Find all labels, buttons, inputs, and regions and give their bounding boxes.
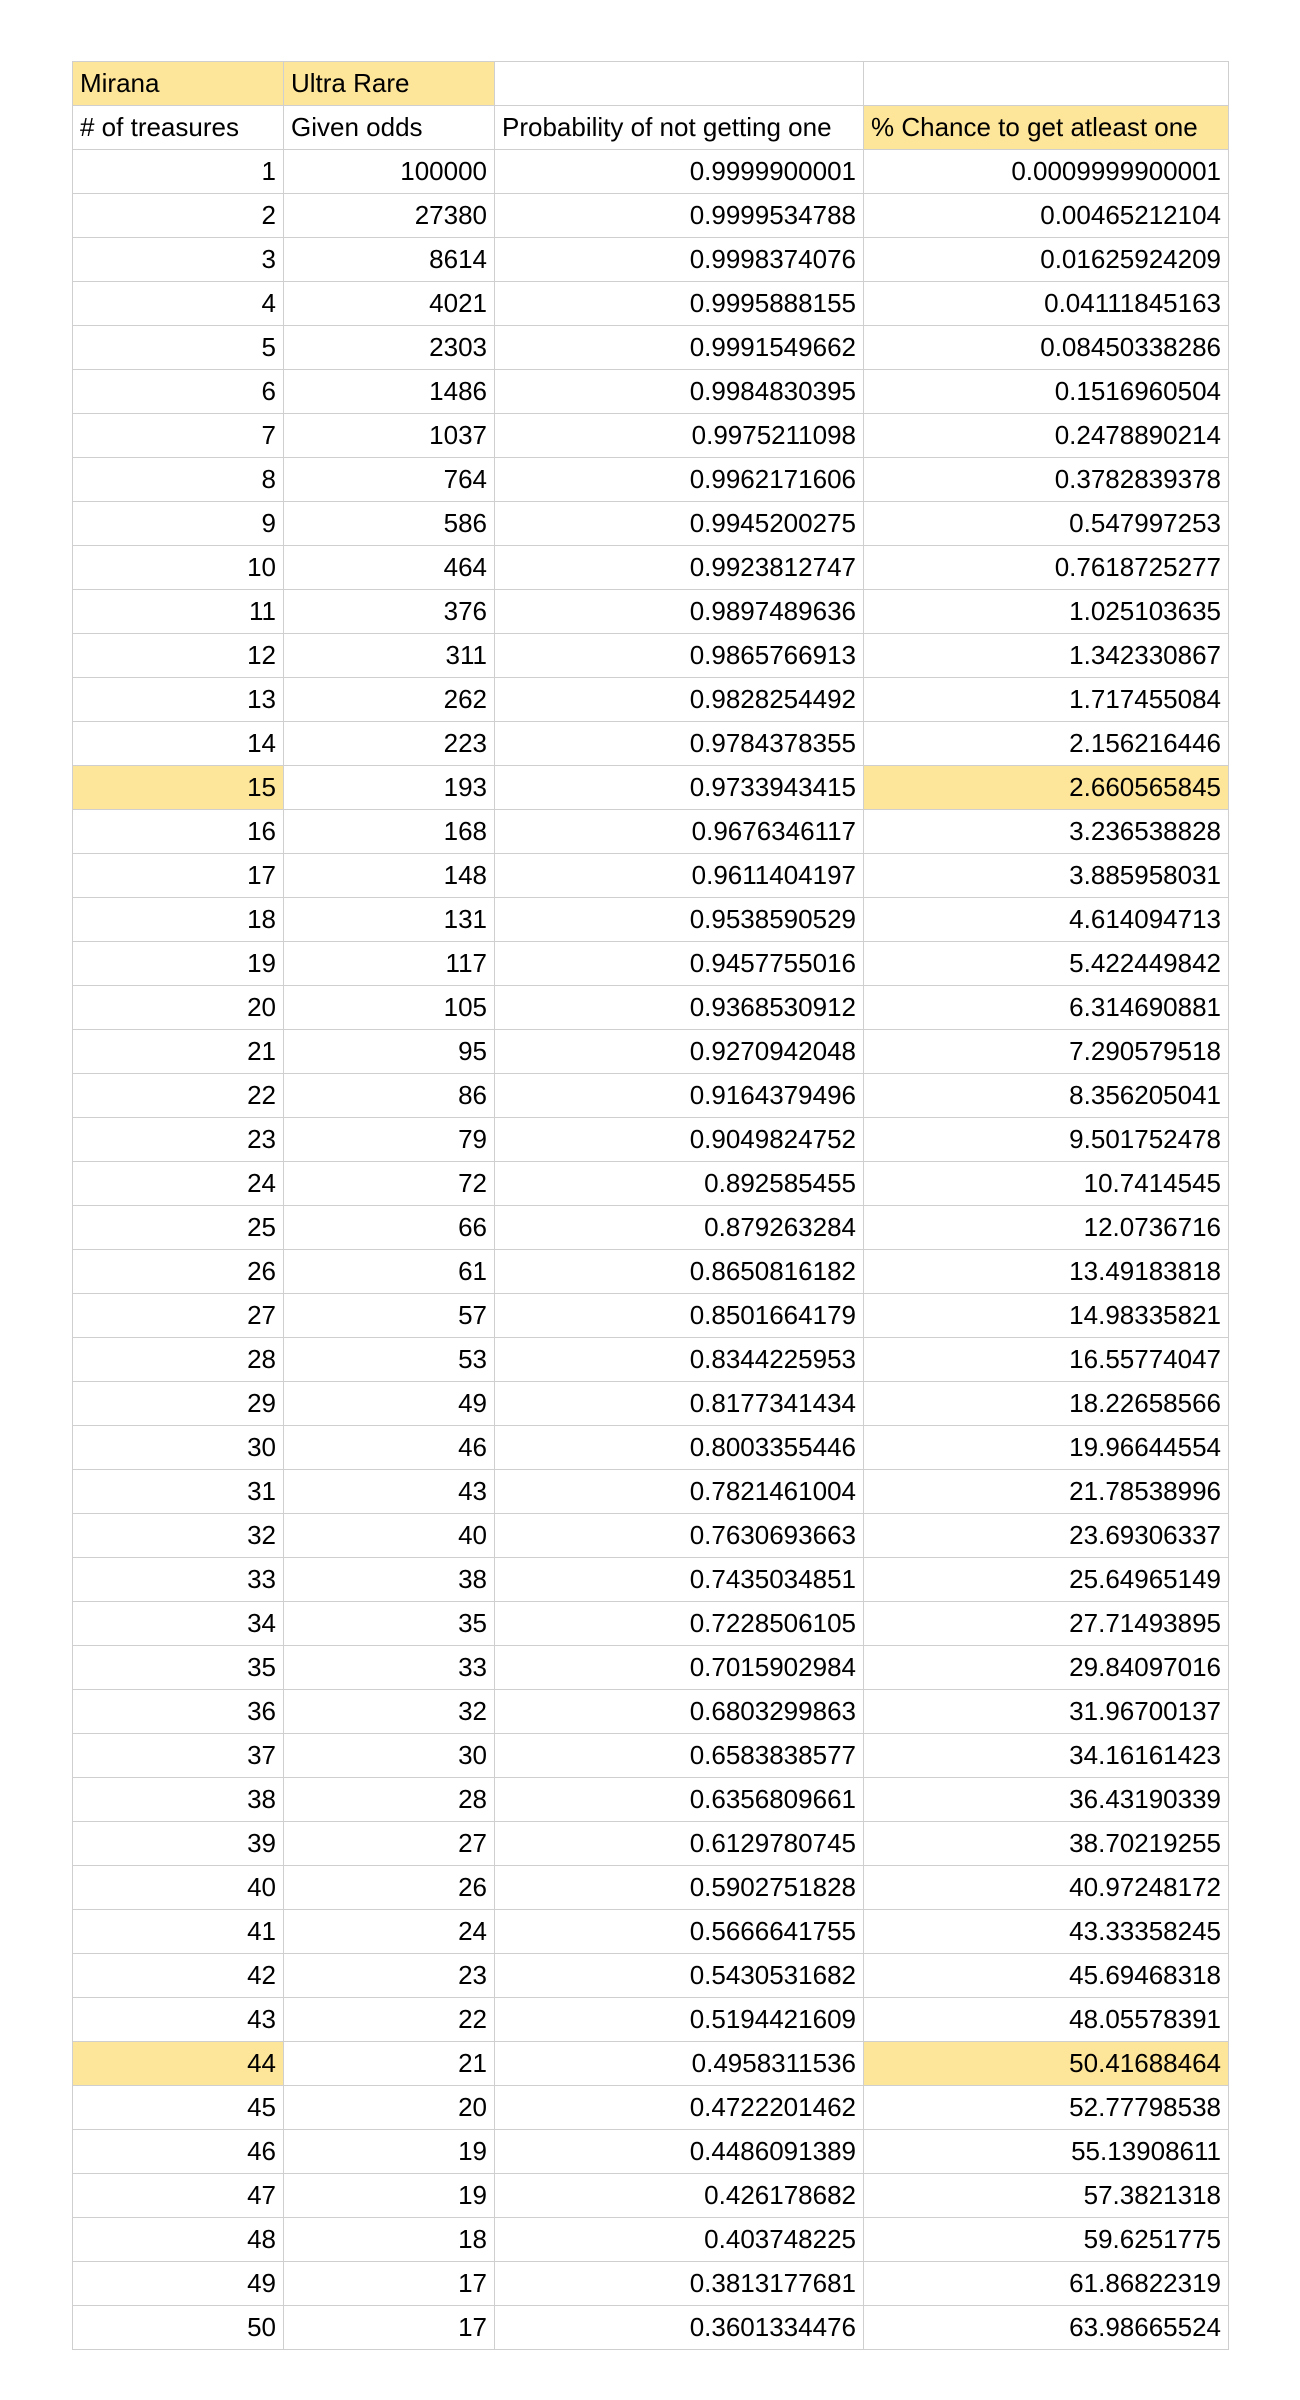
probability-not-cell[interactable]: 0.7821461004 [495, 1470, 864, 1514]
treasures-cell[interactable]: 36 [73, 1690, 284, 1734]
given-odds-cell[interactable]: 20 [284, 2086, 495, 2130]
table-row [73, 1910, 1229, 1954]
column-header-row [73, 106, 1229, 150]
given-odds-cell[interactable]: 223 [284, 722, 495, 766]
probability-not-cell[interactable]: 0.9991549662 [495, 326, 864, 370]
chance-cell[interactable]: 55.13908611 [864, 2130, 1229, 2174]
probability-not-cell[interactable]: 0.8501664179 [495, 1294, 864, 1338]
probability-not-cell[interactable]: 0.7228506105 [495, 1602, 864, 1646]
chance-cell[interactable]: 34.16161423 [864, 1734, 1229, 1778]
probability-not-cell[interactable]: 0.6583838577 [495, 1734, 864, 1778]
chance-cell[interactable]: 3.885958031 [864, 854, 1229, 898]
chance-cell[interactable]: 36.43190339 [864, 1778, 1229, 1822]
col-header-given-odds[interactable]: Given odds [284, 106, 495, 150]
probability-not-cell[interactable]: 0.6356809661 [495, 1778, 864, 1822]
table-row [73, 1734, 1229, 1778]
chance-cell[interactable]: 10.7414545 [864, 1162, 1229, 1206]
table-row [73, 634, 1229, 678]
table-row [73, 1074, 1229, 1118]
probability-not-cell[interactable]: 0.9049824752 [495, 1118, 864, 1162]
given-odds-cell[interactable]: 586 [284, 502, 495, 546]
chance-cell[interactable]: 40.97248172 [864, 1866, 1229, 1910]
treasures-cell[interactable]: 10 [73, 546, 284, 590]
chance-cell[interactable]: 0.1516960504 [864, 370, 1229, 414]
given-odds-cell[interactable]: 43 [284, 1470, 495, 1514]
chance-cell[interactable]: 50.41688464 [864, 2042, 1229, 2086]
given-odds-cell[interactable]: 131 [284, 898, 495, 942]
chance-cell[interactable]: 2.660565845 [864, 766, 1229, 810]
given-odds-cell[interactable]: 46 [284, 1426, 495, 1470]
given-odds-cell[interactable]: 35 [284, 1602, 495, 1646]
chance-cell[interactable]: 0.0009999900001 [864, 150, 1229, 194]
table-row [73, 1822, 1229, 1866]
table-row [73, 1118, 1229, 1162]
chance-cell[interactable]: 61.86822319 [864, 2262, 1229, 2306]
chance-cell[interactable]: 9.501752478 [864, 1118, 1229, 1162]
table-row [73, 1250, 1229, 1294]
chance-cell[interactable]: 1.717455084 [864, 678, 1229, 722]
given-odds-cell[interactable]: 100000 [284, 150, 495, 194]
chance-cell[interactable]: 0.04111845163 [864, 282, 1229, 326]
given-odds-cell[interactable]: 464 [284, 546, 495, 590]
table-row [73, 370, 1229, 414]
given-odds-cell[interactable]: 33 [284, 1646, 495, 1690]
chance-cell[interactable]: 27.71493895 [864, 1602, 1229, 1646]
probability-not-cell[interactable]: 0.9923812747 [495, 546, 864, 590]
probability-not-cell[interactable]: 0.9538590529 [495, 898, 864, 942]
treasures-cell[interactable]: 40 [73, 1866, 284, 1910]
given-odds-cell[interactable]: 40 [284, 1514, 495, 1558]
chance-cell[interactable]: 3.236538828 [864, 810, 1229, 854]
col-header-chance-at-least-one[interactable]: % Chance to get atleast one [864, 106, 1229, 150]
given-odds-cell[interactable]: 148 [284, 854, 495, 898]
probability-not-cell[interactable]: 0.5666641755 [495, 1910, 864, 1954]
treasures-cell[interactable]: 3 [73, 238, 284, 282]
given-odds-cell[interactable]: 66 [284, 1206, 495, 1250]
table-row [73, 282, 1229, 326]
table-row [73, 326, 1229, 370]
treasures-cell[interactable]: 16 [73, 810, 284, 854]
table-row [73, 414, 1229, 458]
treasures-cell[interactable]: 41 [73, 1910, 284, 1954]
probability-not-cell[interactable]: 0.9897489636 [495, 590, 864, 634]
treasures-cell[interactable]: 35 [73, 1646, 284, 1690]
table-row [73, 1206, 1229, 1250]
given-odds-cell[interactable]: 27380 [284, 194, 495, 238]
given-odds-cell[interactable]: 30 [284, 1734, 495, 1778]
treasures-cell[interactable]: 32 [73, 1514, 284, 1558]
table-row [73, 2262, 1229, 2306]
treasures-cell[interactable]: 7 [73, 414, 284, 458]
given-odds-cell[interactable]: 86 [284, 1074, 495, 1118]
chance-cell[interactable]: 52.77798538 [864, 2086, 1229, 2130]
treasures-cell[interactable]: 22 [73, 1074, 284, 1118]
chance-cell[interactable]: 1.025103635 [864, 590, 1229, 634]
chance-cell[interactable]: 25.64965149 [864, 1558, 1229, 1602]
table-row [73, 1954, 1229, 1998]
treasures-cell[interactable]: 31 [73, 1470, 284, 1514]
probability-not-cell[interactable]: 0.3601334476 [495, 2306, 864, 2350]
given-odds-cell[interactable]: 168 [284, 810, 495, 854]
probability-not-cell[interactable]: 0.7015902984 [495, 1646, 864, 1690]
treasures-cell[interactable]: 28 [73, 1338, 284, 1382]
probability-not-cell[interactable]: 0.9676346117 [495, 810, 864, 854]
table-row [73, 766, 1229, 810]
probability-not-cell[interactable]: 0.4722201462 [495, 2086, 864, 2130]
probability-not-cell[interactable]: 0.9998374076 [495, 238, 864, 282]
treasures-cell[interactable]: 8 [73, 458, 284, 502]
given-odds-cell[interactable]: 1486 [284, 370, 495, 414]
chance-cell[interactable]: 29.84097016 [864, 1646, 1229, 1690]
title-row [73, 62, 1229, 106]
treasures-cell[interactable]: 38 [73, 1778, 284, 1822]
table-row [73, 546, 1229, 590]
treasures-cell[interactable]: 29 [73, 1382, 284, 1426]
given-odds-cell[interactable]: 1037 [284, 414, 495, 458]
probability-not-cell[interactable]: 0.4958311536 [495, 2042, 864, 2086]
treasures-cell[interactable]: 21 [73, 1030, 284, 1074]
treasures-cell[interactable]: 48 [73, 2218, 284, 2262]
given-odds-cell[interactable]: 17 [284, 2262, 495, 2306]
probability-not-cell[interactable]: 0.4486091389 [495, 2130, 864, 2174]
probability-not-cell[interactable]: 0.5194421609 [495, 1998, 864, 2042]
treasures-cell[interactable]: 23 [73, 1118, 284, 1162]
table-row [73, 590, 1229, 634]
probability-not-cell[interactable]: 0.9995888155 [495, 282, 864, 326]
treasures-cell[interactable]: 6 [73, 370, 284, 414]
chance-cell[interactable]: 2.156216446 [864, 722, 1229, 766]
sheet-body [73, 62, 1229, 2350]
table-row [73, 1998, 1229, 2042]
given-odds-cell[interactable]: 38 [284, 1558, 495, 1602]
col-header-treasures[interactable]: # of treasures [73, 106, 284, 150]
given-odds-cell[interactable]: 53 [284, 1338, 495, 1382]
treasures-cell[interactable]: 19 [73, 942, 284, 986]
probability-not-cell[interactable]: 0.5902751828 [495, 1866, 864, 1910]
table-row [73, 194, 1229, 238]
table-row [73, 2130, 1229, 2174]
chance-cell[interactable]: 0.08450338286 [864, 326, 1229, 370]
given-odds-cell[interactable]: 764 [284, 458, 495, 502]
treasures-cell[interactable]: 1 [73, 150, 284, 194]
table-row [73, 1866, 1229, 1910]
chance-cell[interactable]: 38.70219255 [864, 1822, 1229, 1866]
table-row [73, 1602, 1229, 1646]
rarity-cell[interactable]: Ultra Rare [284, 62, 495, 106]
table-row [73, 942, 1229, 986]
chance-cell[interactable]: 4.614094713 [864, 898, 1229, 942]
treasures-cell[interactable]: 49 [73, 2262, 284, 2306]
given-odds-cell[interactable]: 193 [284, 766, 495, 810]
chance-cell[interactable]: 0.3782839378 [864, 458, 1229, 502]
probability-not-cell[interactable]: 0.9270942048 [495, 1030, 864, 1074]
empty-cell[interactable] [495, 62, 864, 106]
probability-not-cell[interactable]: 0.9611404197 [495, 854, 864, 898]
probability-not-cell[interactable]: 0.9984830395 [495, 370, 864, 414]
chance-cell[interactable]: 13.49183818 [864, 1250, 1229, 1294]
probability-not-cell[interactable]: 0.892585455 [495, 1162, 864, 1206]
probability-not-cell[interactable]: 0.8650816182 [495, 1250, 864, 1294]
chance-cell[interactable]: 43.33358245 [864, 1910, 1229, 1954]
chance-cell[interactable]: 45.69468318 [864, 1954, 1229, 1998]
given-odds-cell[interactable]: 72 [284, 1162, 495, 1206]
probability-not-cell[interactable]: 0.9865766913 [495, 634, 864, 678]
table-row [73, 1162, 1229, 1206]
table-row [73, 854, 1229, 898]
treasures-cell[interactable]: 18 [73, 898, 284, 942]
table-row [73, 2218, 1229, 2262]
probability-not-cell[interactable]: 0.9368530912 [495, 986, 864, 1030]
treasures-cell[interactable]: 34 [73, 1602, 284, 1646]
given-odds-cell[interactable]: 4021 [284, 282, 495, 326]
probability-not-cell[interactable]: 0.3813177681 [495, 2262, 864, 2306]
treasures-cell[interactable]: 47 [73, 2174, 284, 2218]
chance-cell[interactable]: 18.22658566 [864, 1382, 1229, 1426]
chance-cell[interactable]: 6.314690881 [864, 986, 1229, 1030]
table-row [73, 1470, 1229, 1514]
probability-not-cell[interactable]: 0.7630693663 [495, 1514, 864, 1558]
probability-not-cell[interactable]: 0.426178682 [495, 2174, 864, 2218]
given-odds-cell[interactable]: 22 [284, 1998, 495, 2042]
probability-not-cell[interactable]: 0.9962171606 [495, 458, 864, 502]
given-odds-cell[interactable]: 19 [284, 2174, 495, 2218]
table-row [73, 722, 1229, 766]
probability-not-cell[interactable]: 0.8344225953 [495, 1338, 864, 1382]
probability-not-cell[interactable]: 0.9945200275 [495, 502, 864, 546]
chance-cell[interactable]: 0.01625924209 [864, 238, 1229, 282]
treasures-cell[interactable]: 24 [73, 1162, 284, 1206]
chance-cell[interactable]: 8.356205041 [864, 1074, 1229, 1118]
given-odds-cell[interactable]: 376 [284, 590, 495, 634]
treasures-cell[interactable]: 17 [73, 854, 284, 898]
chance-cell[interactable]: 7.290579518 [864, 1030, 1229, 1074]
table-row [73, 2042, 1229, 2086]
treasures-cell[interactable]: 46 [73, 2130, 284, 2174]
given-odds-cell[interactable]: 19 [284, 2130, 495, 2174]
treasures-cell[interactable]: 13 [73, 678, 284, 722]
treasures-cell[interactable]: 5 [73, 326, 284, 370]
probability-not-cell[interactable]: 0.8177341434 [495, 1382, 864, 1426]
given-odds-cell[interactable]: 262 [284, 678, 495, 722]
treasures-cell[interactable]: 12 [73, 634, 284, 678]
treasures-cell[interactable]: 26 [73, 1250, 284, 1294]
probability-not-cell[interactable]: 0.9975211098 [495, 414, 864, 458]
table-row [73, 1294, 1229, 1338]
chance-cell[interactable]: 23.69306337 [864, 1514, 1229, 1558]
probability-not-cell[interactable]: 0.5430531682 [495, 1954, 864, 1998]
probability-not-cell[interactable]: 0.403748225 [495, 2218, 864, 2262]
table-row [73, 2086, 1229, 2130]
treasures-cell[interactable]: 42 [73, 1954, 284, 1998]
chance-cell[interactable]: 19.96644554 [864, 1426, 1229, 1470]
treasures-cell[interactable]: 25 [73, 1206, 284, 1250]
table-row [73, 1338, 1229, 1382]
treasures-cell[interactable]: 39 [73, 1822, 284, 1866]
chance-cell[interactable]: 14.98335821 [864, 1294, 1229, 1338]
given-odds-cell[interactable]: 105 [284, 986, 495, 1030]
hero-name-cell[interactable]: Mirana [73, 62, 284, 106]
chance-cell[interactable]: 1.342330867 [864, 634, 1229, 678]
treasures-cell[interactable]: 33 [73, 1558, 284, 1602]
table-row [73, 1558, 1229, 1602]
probability-not-cell[interactable]: 0.6129780745 [495, 1822, 864, 1866]
treasures-cell[interactable]: 11 [73, 590, 284, 634]
probability-not-cell[interactable]: 0.9164379496 [495, 1074, 864, 1118]
table-row [73, 502, 1229, 546]
table-row [73, 1030, 1229, 1074]
probability-not-cell[interactable]: 0.9999534788 [495, 194, 864, 238]
chance-cell[interactable]: 63.98665524 [864, 2306, 1229, 2350]
probability-not-cell[interactable]: 0.879263284 [495, 1206, 864, 1250]
probability-not-cell[interactable]: 0.9999900001 [495, 150, 864, 194]
table-row [73, 1646, 1229, 1690]
probability-not-cell[interactable]: 0.7435034851 [495, 1558, 864, 1602]
chance-cell[interactable]: 12.0736716 [864, 1206, 1229, 1250]
table-row [73, 1426, 1229, 1470]
given-odds-cell[interactable]: 49 [284, 1382, 495, 1426]
table-row [73, 1382, 1229, 1426]
given-odds-cell[interactable]: 18 [284, 2218, 495, 2262]
chance-cell[interactable]: 48.05578391 [864, 1998, 1229, 2042]
probability-not-cell[interactable]: 0.9784378355 [495, 722, 864, 766]
treasures-cell[interactable]: 50 [73, 2306, 284, 2350]
chance-cell[interactable]: 16.55774047 [864, 1338, 1229, 1382]
given-odds-cell[interactable]: 32 [284, 1690, 495, 1734]
chance-cell[interactable]: 57.3821318 [864, 2174, 1229, 2218]
treasures-cell[interactable]: 20 [73, 986, 284, 1030]
table-row [73, 678, 1229, 722]
chance-cell[interactable]: 31.96700137 [864, 1690, 1229, 1734]
given-odds-cell[interactable]: 28 [284, 1778, 495, 1822]
given-odds-cell[interactable]: 61 [284, 1250, 495, 1294]
chance-cell[interactable]: 0.7618725277 [864, 546, 1229, 590]
table-row [73, 150, 1229, 194]
treasures-cell[interactable]: 2 [73, 194, 284, 238]
treasure-odds-sheet [72, 61, 1229, 2350]
treasures-cell[interactable]: 15 [73, 766, 284, 810]
probability-not-cell[interactable]: 0.9733943415 [495, 766, 864, 810]
chance-cell[interactable]: 59.6251775 [864, 2218, 1229, 2262]
treasures-cell[interactable]: 30 [73, 1426, 284, 1470]
table-row [73, 1690, 1229, 1734]
table-row [73, 810, 1229, 854]
table-row [73, 2306, 1229, 2350]
table-row [73, 986, 1229, 1030]
treasures-cell[interactable]: 37 [73, 1734, 284, 1778]
treasures-cell[interactable]: 45 [73, 2086, 284, 2130]
probability-not-cell[interactable]: 0.8003355446 [495, 1426, 864, 1470]
treasures-cell[interactable]: 4 [73, 282, 284, 326]
given-odds-cell[interactable]: 17 [284, 2306, 495, 2350]
empty-cell[interactable] [864, 62, 1229, 106]
given-odds-cell[interactable]: 8614 [284, 238, 495, 282]
treasures-cell[interactable]: 43 [73, 1998, 284, 2042]
given-odds-cell[interactable]: 26 [284, 1866, 495, 1910]
treasures-cell[interactable]: 44 [73, 2042, 284, 2086]
probability-not-cell[interactable]: 0.9457755016 [495, 942, 864, 986]
table-row [73, 1778, 1229, 1822]
given-odds-cell[interactable]: 311 [284, 634, 495, 678]
col-header-probability-not[interactable]: Probability of not getting one [495, 106, 864, 150]
chance-cell[interactable]: 0.547997253 [864, 502, 1229, 546]
given-odds-cell[interactable]: 24 [284, 1910, 495, 1954]
treasures-cell[interactable]: 9 [73, 502, 284, 546]
probability-not-cell[interactable]: 0.9828254492 [495, 678, 864, 722]
given-odds-cell[interactable]: 27 [284, 1822, 495, 1866]
given-odds-cell[interactable]: 21 [284, 2042, 495, 2086]
table-row [73, 458, 1229, 502]
chance-cell[interactable]: 0.00465212104 [864, 194, 1229, 238]
given-odds-cell[interactable]: 23 [284, 1954, 495, 1998]
given-odds-cell[interactable]: 2303 [284, 326, 495, 370]
table-row [73, 2174, 1229, 2218]
treasures-cell[interactable]: 27 [73, 1294, 284, 1338]
probability-not-cell[interactable]: 0.6803299863 [495, 1690, 864, 1734]
given-odds-cell[interactable]: 57 [284, 1294, 495, 1338]
table-row [73, 1514, 1229, 1558]
table-row [73, 238, 1229, 282]
treasures-cell[interactable]: 14 [73, 722, 284, 766]
given-odds-cell[interactable]: 79 [284, 1118, 495, 1162]
chance-cell[interactable]: 5.422449842 [864, 942, 1229, 986]
table-row [73, 898, 1229, 942]
chance-cell[interactable]: 21.78538996 [864, 1470, 1229, 1514]
given-odds-cell[interactable]: 95 [284, 1030, 495, 1074]
given-odds-cell[interactable]: 117 [284, 942, 495, 986]
chance-cell[interactable]: 0.2478890214 [864, 414, 1229, 458]
